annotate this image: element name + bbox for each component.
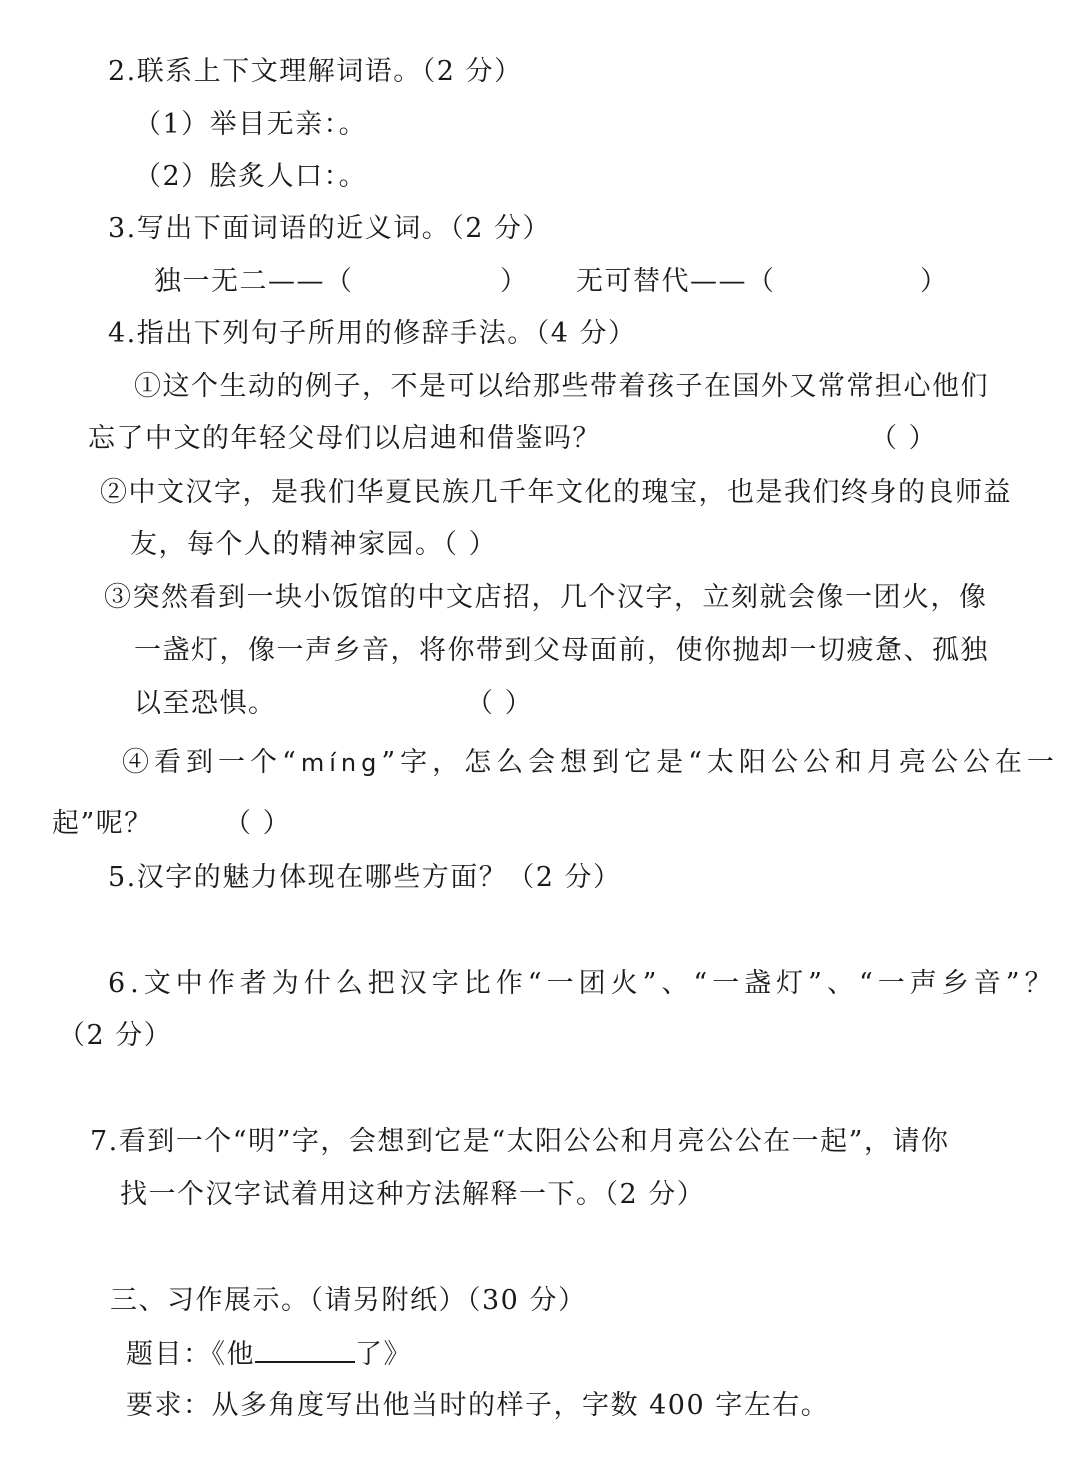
q4-sentence-3-line-3: 以至恐惧。: [134, 688, 277, 719]
q4-sentence-2-line-2: 友，每个人的精神家园。（ ）: [130, 529, 498, 560]
q3-word-1: 独一无二——（: [154, 266, 354, 297]
q4-sentence-1-answer: （ ）: [870, 423, 938, 454]
q4-sentence-3-line-2: 一盏灯，像一声乡音，将你带到父母面前，使你抛却一切疲惫、孤独: [134, 635, 989, 666]
section-3-topic: [126, 1335, 412, 1373]
q6-line-2: （2 分）: [58, 1020, 173, 1051]
q2-item-2: （2）脍炙人口：。: [134, 161, 368, 192]
q3-close-1: ）: [500, 266, 529, 297]
q3-title: 3.写出下面词语的近义词。（2 分）: [108, 213, 552, 244]
q6-line-1: 6.文中作者为什么把汉字比作“一团火”、“一盏灯”、“一声乡音”？: [108, 968, 1057, 999]
q4-sentence-4-after: ”字，怎么会想到它是“太阳公公和月亮公公在一: [381, 747, 1059, 778]
q4-title: 4.指出下列句子所用的修辞手法。（4 分）: [108, 318, 637, 349]
topic-suffix: 了》: [355, 1339, 412, 1370]
q7-line-1: 7.看到一个“明”字，会想到它是“太阳公公和月亮公公在一起”，请你: [90, 1126, 950, 1157]
q4-sentence-4-pinyin: míng: [300, 749, 382, 777]
q4-sentence-2-line-1: ②中文汉字，是我们华夏民族几千年文化的瑰宝，也是我们终身的良师益: [100, 477, 1012, 508]
q3-close-2: ）: [920, 266, 949, 297]
section-3-requirement: 要求：从多角度写出他当时的样子，字数 400 字左右。: [126, 1390, 830, 1421]
topic-prefix: 题目：《他: [126, 1339, 255, 1370]
q3-word-2: 无可替代——（: [576, 266, 776, 297]
q4-sentence-1-line-1: ①这个生动的例子，不是可以给那些带着孩子在国外又常常担心他们: [134, 371, 989, 402]
q7-line-2: 找一个汉字试着用这种方法解释一下。（2 分）: [120, 1179, 706, 1210]
q4-sentence-4-answer: （ ）: [224, 808, 292, 839]
q5-title: 5.汉字的魅力体现在哪些方面？（2 分）: [108, 862, 622, 893]
q4-sentence-4-line-1: [122, 745, 1059, 781]
q4-sentence-3-line-1: ③突然看到一块小饭馆的中文店招，几个汉字，立刻就会像一团火，像: [104, 582, 988, 613]
q2-item-1: （1）举目无亲：。: [134, 109, 368, 140]
q4-sentence-4-before: ④看到一个“: [122, 747, 301, 778]
q4-sentence-4-line-2: 起”呢？: [52, 808, 153, 839]
q2-title: 2.联系上下文理解词语。（2 分）: [108, 56, 523, 87]
section-3-title: 三、习作展示。（请另附纸）（30 分）: [110, 1285, 587, 1316]
q4-sentence-3-answer: （ ）: [466, 688, 534, 719]
topic-blank-line: [255, 1335, 355, 1363]
q4-sentence-1-line-2: 忘了中文的年轻父母们以启迪和借鉴吗？: [88, 423, 601, 454]
